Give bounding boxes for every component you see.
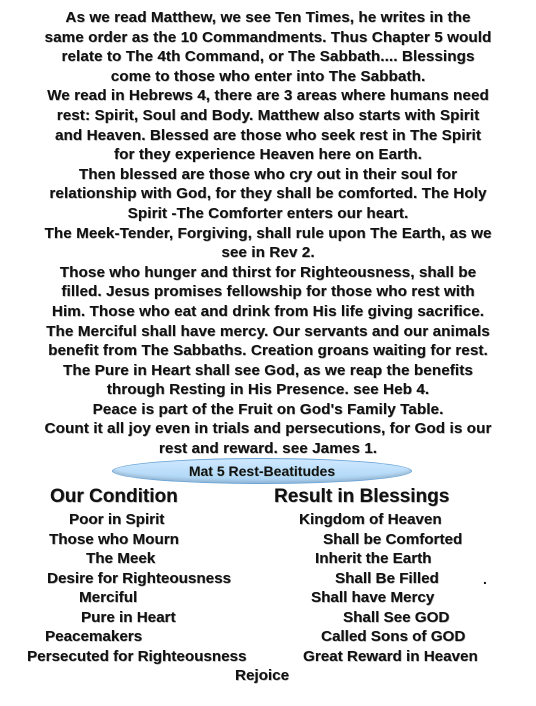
blessing-cell: Inherit the Earth bbox=[315, 550, 432, 567]
title-banner bbox=[112, 458, 412, 484]
paragraph-line: come to those who enter into The Sabbath. bbox=[110, 67, 426, 85]
paragraph-line: Peace is part of the Fruit on God's Family Table. bbox=[92, 400, 444, 418]
paragraph-line: rest: Spirit, Soul and Body. Matthew also starts with Spirit bbox=[56, 106, 480, 124]
paragraph-line: The Merciful shall have mercy. Our servants and our animals bbox=[46, 322, 490, 340]
condition-cell: Poor in Spirit bbox=[69, 511, 165, 528]
paragraph-line: The Meek-Tender, Forgiving, shall rule upon The Earth, as we bbox=[44, 224, 492, 242]
condition-column-heading: Our Condition bbox=[50, 486, 178, 507]
blessing-cell: Great Reward in Heaven bbox=[303, 648, 478, 665]
paragraph-line: Then blessed are those who cry out in their soul for bbox=[78, 165, 458, 183]
banner-title: Mat 5 Rest-Beatitudes bbox=[188, 463, 336, 479]
paragraph-line: We read in Hebrews 4, there are 3 areas where humans need bbox=[47, 87, 489, 105]
paragraph-line: The Pure in Heart shall see God, as we reap the benefits bbox=[63, 361, 473, 379]
blessing-cell: Kingdom of Heaven bbox=[299, 511, 442, 528]
condition-cell: Merciful bbox=[79, 589, 138, 606]
condition-cell: Pure in Heart bbox=[81, 609, 176, 626]
paragraph-line: As we read Matthew, we see Ten Times, he writes in the bbox=[65, 9, 471, 26]
paragraph-line: filled. Jesus promises fellowship for those who rest with bbox=[61, 283, 475, 301]
blessing-cell: Shall be Comforted bbox=[323, 531, 463, 548]
blessing-cell: Shall Be Filled bbox=[335, 570, 439, 587]
paragraph-line: and Heaven. Blessed are those who seek rest in The Spirit bbox=[54, 126, 482, 144]
condition-cell: The Meek bbox=[86, 550, 156, 567]
paragraph-line: Spirit -The Comforter enters our heart. bbox=[127, 204, 409, 222]
blessing-cell: Shall have Mercy bbox=[311, 589, 435, 606]
paragraph-line: benefit from The Sabbaths. Creation groans waiting for rest. bbox=[48, 342, 488, 360]
condition-cell: Peacemakers bbox=[45, 628, 143, 645]
paragraph-line: see in Rev 2. bbox=[221, 244, 315, 262]
paragraph-line: Count it all joy even in trials and persecutions, for God is our bbox=[44, 420, 492, 438]
intro-paragraph bbox=[0, 8, 536, 459]
paragraph-line: through Resting in His Presence. see Heb 4. bbox=[106, 381, 430, 399]
condition-cell: Desire for Righteousness bbox=[47, 570, 231, 587]
condition-cell: Persecuted for Righteousness bbox=[27, 648, 247, 665]
paragraph-line: Those who hunger and thirst for Righteousness, shall be bbox=[59, 263, 477, 281]
blessing-cell: Shall See GOD bbox=[343, 609, 450, 626]
paragraph-line: for they experience Heaven here on Earth. bbox=[114, 146, 422, 164]
stray-mark: . bbox=[483, 571, 487, 587]
rejoice-footer: Rejoice bbox=[235, 667, 290, 684]
paragraph-line: Him. Those who eat and drink from His life giving sacrifice. bbox=[51, 302, 485, 320]
paragraph-line: relationship with God, for they shall be comforted. The Holy bbox=[49, 185, 487, 203]
condition-cell: Those who Mourn bbox=[49, 531, 179, 548]
blessing-column-heading: Result in Blessings bbox=[274, 486, 450, 507]
blessing-cell: Called Sons of GOD bbox=[321, 628, 466, 645]
paragraph-line: same order as the 10 Commandments. Thus Chapter 5 would bbox=[44, 28, 492, 46]
paragraph-line: rest and reward. see James 1. bbox=[158, 440, 378, 458]
paragraph-line: relate to The 4th Command, or The Sabbath.... Blessings bbox=[61, 48, 475, 66]
